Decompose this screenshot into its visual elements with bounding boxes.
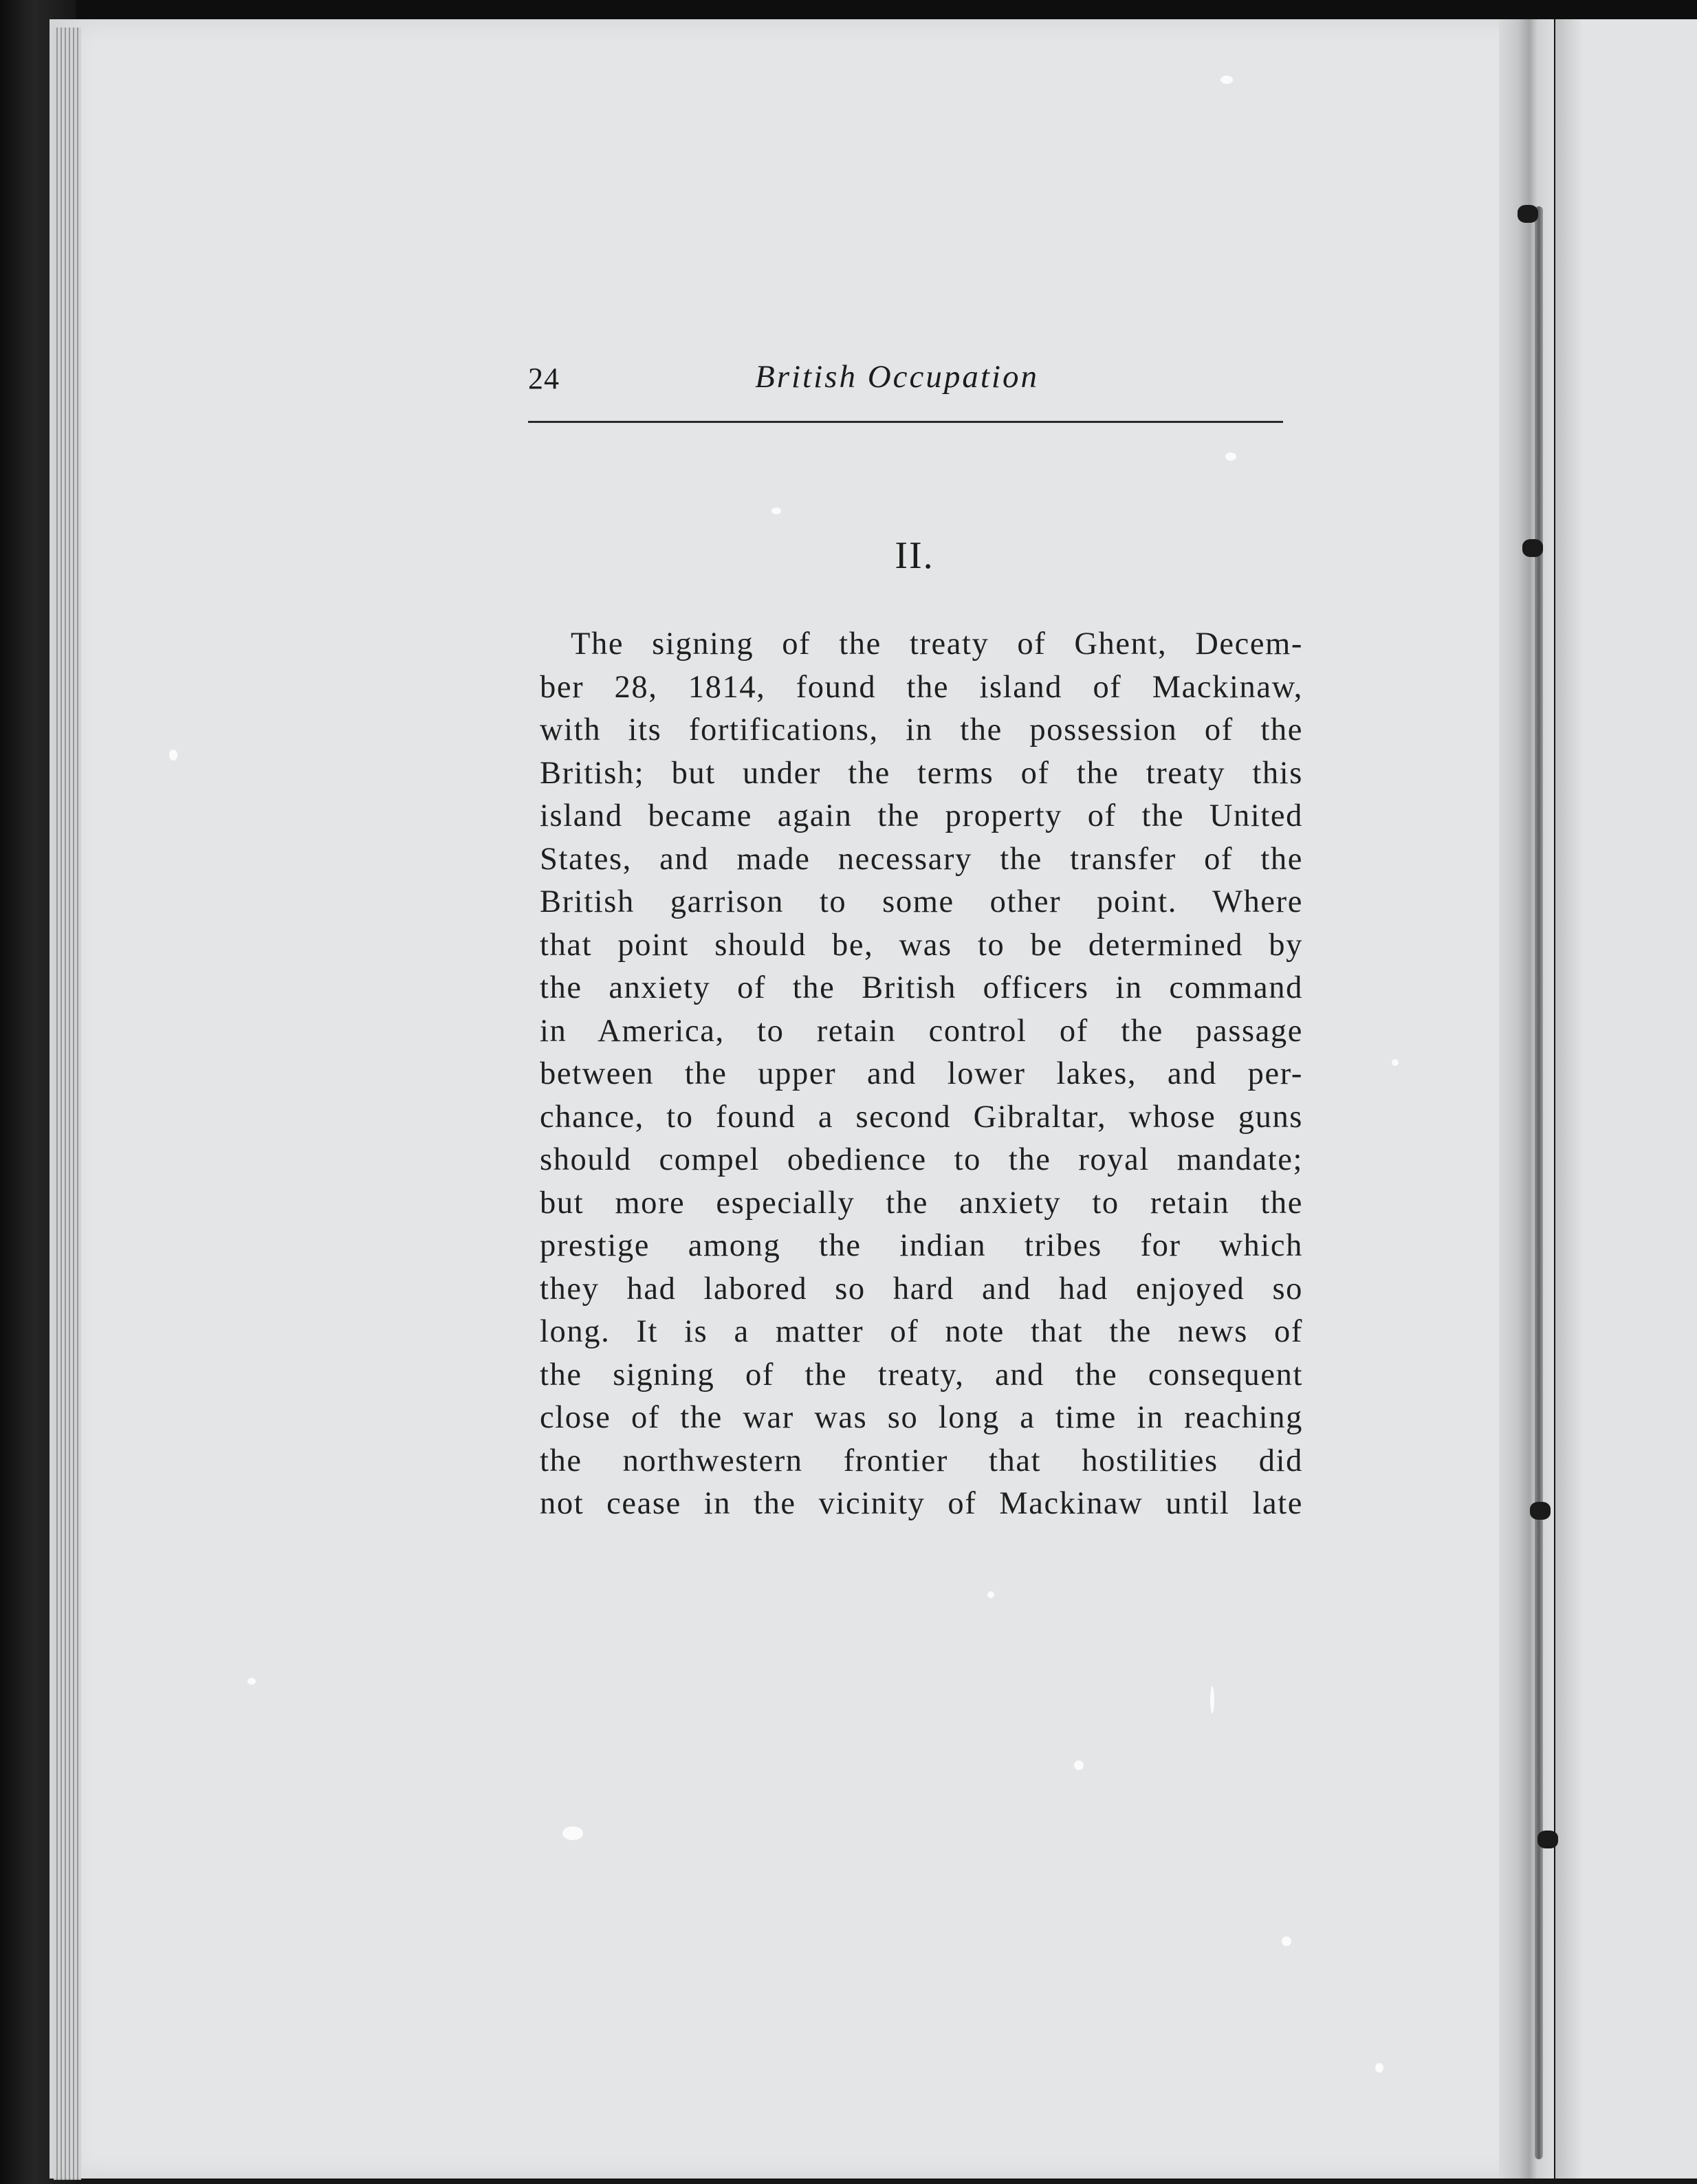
- scan-speck: [987, 1591, 994, 1598]
- scan-speck: [1210, 1686, 1214, 1714]
- text-line: between the upper and lower lakes, and per-: [540, 1056, 1303, 1091]
- text-line: not cease in the vicinity of Mackinaw until late: [540, 1486, 1303, 1521]
- text-line: close of the war was so long a time in reaching: [540, 1400, 1303, 1435]
- facing-page-shadow: [1555, 19, 1583, 2178]
- text-line: that point should be, was to be determined by: [540, 927, 1303, 963]
- text-line: island became again the property of the United: [540, 798, 1303, 833]
- text-line: ber 28, 1814, found the island of Mackinaw,: [540, 669, 1303, 705]
- binding-stitch: [1530, 1502, 1551, 1520]
- header-rule: [528, 421, 1283, 423]
- scan-speck: [248, 1678, 256, 1685]
- text-line: chance, to found a second Gibraltar, whose guns: [540, 1099, 1303, 1135]
- page-header: [528, 361, 1283, 423]
- scan-speck: [169, 750, 177, 761]
- text-line: States, and made necessary the transfer of the: [540, 841, 1303, 877]
- scan-speck: [1225, 452, 1236, 461]
- chapter-number: II.: [895, 534, 934, 577]
- binding-stitch: [1518, 205, 1538, 223]
- page-stack-edge: [54, 28, 81, 2180]
- text-line: the northwestern frontier that hostilities did: [540, 1443, 1303, 1478]
- binding-thread: [1535, 206, 1543, 2159]
- text-line: long. It is a matter of note that the news of: [540, 1314, 1303, 1349]
- scan-speck: [562, 1826, 583, 1840]
- text-line: the signing of the treaty, and the consequent: [540, 1357, 1303, 1393]
- text-line: they had labored so hard and had enjoyed so: [540, 1271, 1303, 1307]
- body-paragraph: [540, 623, 1303, 1526]
- scan-speck: [1375, 2063, 1383, 2073]
- text-line: in America, to retain control of the passage: [540, 1013, 1303, 1049]
- text-line: British garrison to some other point. Where: [540, 884, 1303, 919]
- scan-speck: [1282, 1936, 1291, 1946]
- scan-speck: [1220, 76, 1233, 84]
- scan-speck: [771, 507, 781, 514]
- page-number: 24: [528, 362, 560, 395]
- binding-stitch: [1537, 1831, 1558, 1848]
- binding-stitch: [1522, 539, 1543, 557]
- text-line: The signing of the treaty of Ghent, Decem-: [571, 626, 1303, 662]
- running-title: British Occupation: [755, 359, 1039, 395]
- text-line: British; but under the terms of the treaty this: [540, 755, 1303, 791]
- book-gutter: [1499, 19, 1554, 2178]
- text-line: but more especially the anxiety to retain the: [540, 1185, 1303, 1221]
- scan-speck: [1392, 1059, 1399, 1066]
- scan-speck: [1074, 1760, 1084, 1770]
- text-line: the anxiety of the British officers in command: [540, 970, 1303, 1005]
- text-line: should compel obedience to the royal mandate;: [540, 1142, 1303, 1177]
- text-line: with its fortifications, in the possession of the: [540, 712, 1303, 747]
- text-line: prestige among the indian tribes for which: [540, 1228, 1303, 1263]
